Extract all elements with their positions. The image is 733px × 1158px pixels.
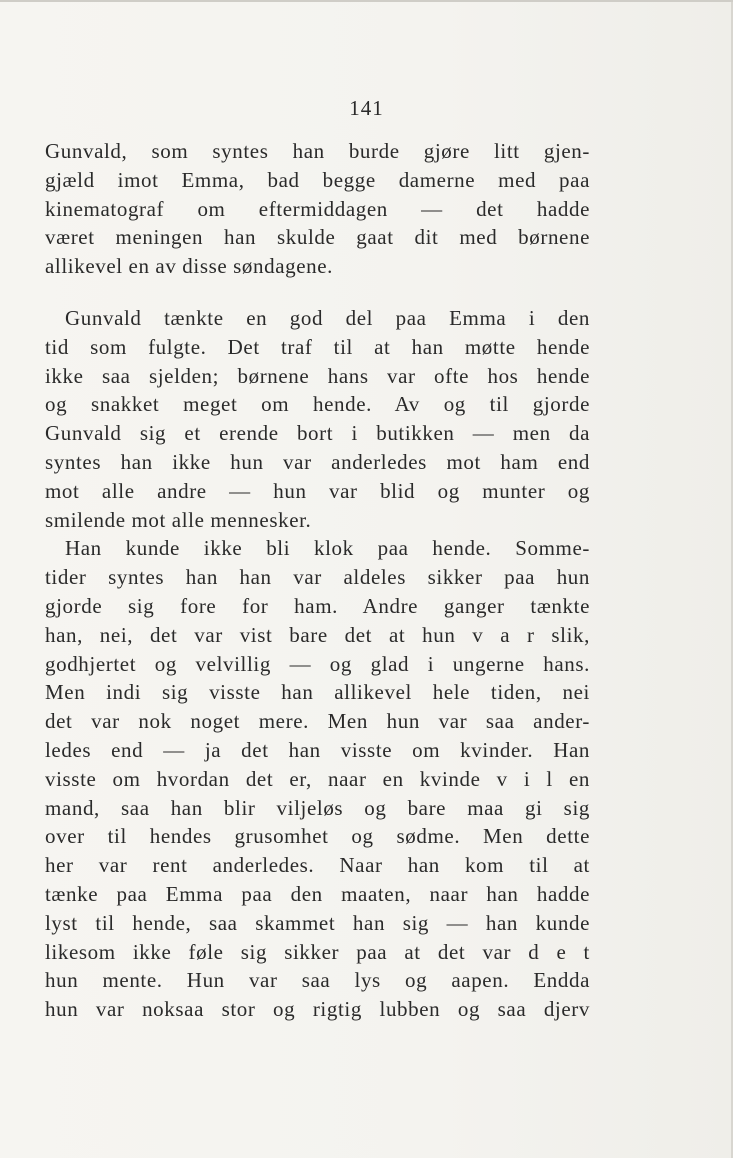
paragraph-gap bbox=[45, 281, 590, 304]
text-line: ledes end — ja det han visste om kvinder. Han bbox=[45, 737, 590, 762]
text-line: likesom ikke føle sig sikker paa at det var d e t bbox=[45, 939, 590, 964]
text-line: tid som fulgte. Det traf til at han møtte hende bbox=[45, 334, 590, 359]
text-line: mot alle andre — hun var blid og munter og bbox=[45, 478, 590, 503]
text-line: over til hendes grusomhet og sødme. Men dette bbox=[45, 824, 590, 849]
text-line: hun var noksaa stor og rigtig lubben og saa djerv bbox=[45, 997, 590, 1022]
text-line: det var nok noget mere. Men hun var saa ander- bbox=[45, 709, 590, 734]
text-line: Men indi sig visste han allikevel hele tiden, nei bbox=[45, 680, 590, 705]
text-line: tænke paa Emma paa den maaten, naar han hadde bbox=[45, 881, 590, 906]
body-text bbox=[45, 137, 590, 1024]
text-line: visste om hvordan det er, naar en kvinde v i l en bbox=[45, 766, 590, 791]
text-line: lyst til hende, saa skammet han sig — han kunde bbox=[45, 910, 590, 935]
page-number: 141 bbox=[349, 96, 384, 120]
text-line: Gunvald sig et erende bort i butikken — men da bbox=[45, 421, 590, 446]
text-line: Gunvald, som syntes han burde gjøre litt gjen- bbox=[45, 139, 590, 163]
text-line: tider syntes han han var aldeles sikker paa hun bbox=[45, 565, 590, 590]
text-line: han, nei, det var vist bare det at hun v a r slik, bbox=[45, 622, 590, 647]
text-line: Han kunde ikke bli klok paa hende. Somme- bbox=[65, 536, 590, 561]
text-line: her var rent anderledes. Naar han kom til at bbox=[45, 853, 590, 878]
text-line: og snakket meget om hende. Av og til gjorde bbox=[45, 392, 590, 417]
paragraph-2 bbox=[45, 304, 590, 534]
page-top-edge bbox=[0, 0, 733, 2]
text-line: allikevel en av disse søndagene. bbox=[45, 254, 334, 279]
text-line: Gunvald tænkte en god del paa Emma i den bbox=[65, 305, 590, 330]
text-line: gjorde sig fore for ham. Andre ganger tænkte bbox=[45, 593, 590, 618]
text-line: smilende mot alle mennesker. bbox=[45, 507, 312, 532]
text-line: kinematograf om eftermiddagen — det hadde bbox=[45, 196, 590, 221]
text-line: godhjertet og velvillig — og glad i ungerne hans. bbox=[45, 651, 590, 676]
text-line: syntes han ikke hun var anderledes mot ham end bbox=[45, 449, 590, 474]
text-line: ikke saa sjelden; børnene hans var ofte hos hende bbox=[45, 363, 590, 388]
text-line: hun mente. Hun var saa lys og aapen. Endda bbox=[45, 968, 590, 993]
text-line: været meningen han skulde gaat dit med børnene bbox=[45, 225, 590, 250]
paragraph-3 bbox=[45, 534, 590, 1024]
text-line: gjæld imot Emma, bad begge damerne med paa bbox=[45, 167, 590, 192]
paragraph-1 bbox=[45, 137, 590, 281]
text-line: mand, saa han blir viljeløs og bare maa gi sig bbox=[45, 795, 590, 820]
